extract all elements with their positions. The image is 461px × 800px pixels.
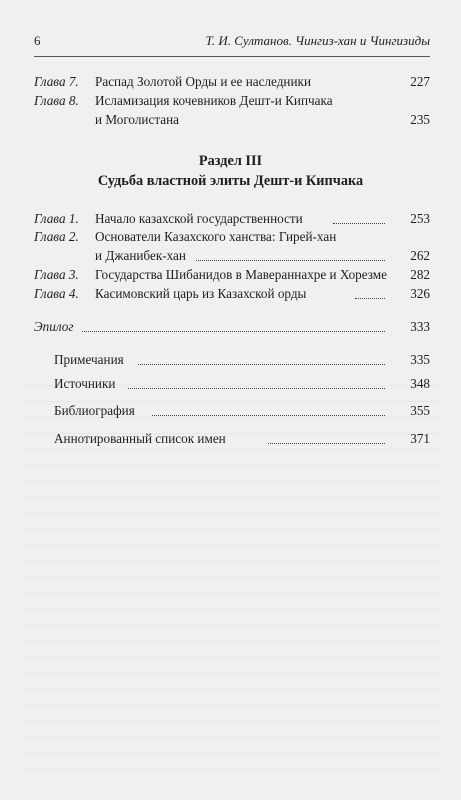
toc-entry-backmatter[interactable] <box>34 402 430 419</box>
page-ref: 348 <box>410 376 430 391</box>
chapter-label: Глава 3. <box>34 267 79 282</box>
running-title: Т. И. Султанов. Чингиз-хан и Чингизиды <box>205 33 430 48</box>
dot-leader <box>196 260 385 261</box>
chapter-label: Глава 2. <box>34 229 79 244</box>
dot-leader <box>333 223 385 224</box>
toc-entry-backmatter[interactable] <box>34 351 430 368</box>
toc-entry[interactable] <box>34 228 430 264</box>
epilogue-title: Эпилог <box>34 319 74 334</box>
page-ref: 335 <box>410 352 430 367</box>
page-ref: 282 <box>410 267 430 282</box>
toc-entry-epilogue[interactable] <box>34 318 430 335</box>
dot-leader <box>268 443 385 444</box>
page-ref: 371 <box>410 431 430 446</box>
backmatter-title: Примечания <box>54 352 124 367</box>
chapter-title: Государства Шибанидов в Мавераннахре и Хорезме <box>95 267 387 282</box>
toc-entry[interactable] <box>34 73 430 90</box>
page-ref: 355 <box>410 403 430 418</box>
section-subheading: Судьба властной элиты Дешт-и Кипчака <box>97 173 364 189</box>
dot-leader <box>138 364 385 365</box>
toc-entry[interactable] <box>34 266 430 283</box>
chapter-label: Глава 1. <box>34 211 79 226</box>
dot-leader <box>355 298 385 299</box>
toc-entry-backmatter[interactable] <box>34 375 430 392</box>
chapter-label: Глава 4. <box>34 286 79 301</box>
section-heading: Раздел III <box>198 153 263 169</box>
chapter-title-line-1: Основатели Казахского ханства: Гирей-хан <box>95 229 337 244</box>
dot-leader <box>82 331 385 332</box>
toc-entry[interactable] <box>34 92 430 128</box>
chapter-title: Распад Золотой Орды и ее наследники <box>95 74 312 89</box>
chapter-title-line-2: и Джанибек-хан <box>95 248 186 263</box>
chapter-title: Начало казахской государственности <box>95 211 303 226</box>
chapter-label: Глава 8. <box>34 93 79 108</box>
header-rule <box>34 56 430 57</box>
chapter-title-line-2: и Моголистана <box>95 112 180 127</box>
page-ref: 326 <box>410 286 430 301</box>
page-ref: 262 <box>410 248 430 263</box>
dot-leader <box>152 415 385 416</box>
page-number: 6 <box>34 33 41 48</box>
toc-entry-backmatter[interactable] <box>34 430 430 447</box>
backmatter-title: Источники <box>54 376 116 391</box>
toc-entry[interactable] <box>34 210 430 227</box>
toc-entry[interactable] <box>34 285 430 302</box>
backmatter-title: Аннотированный список имен <box>54 431 226 446</box>
chapter-title-line-1: Исламизация кочевников Дешт-и Кипчака <box>95 93 333 108</box>
page-ref: 333 <box>410 319 430 334</box>
dot-leader <box>128 388 385 389</box>
page-ref: 235 <box>410 112 430 127</box>
chapter-label: Глава 7. <box>34 74 79 89</box>
chapter-title: Касимовский царь из Казахской орды <box>95 286 307 301</box>
page-ref: 227 <box>410 74 430 89</box>
page-ref: 253 <box>410 211 430 226</box>
backmatter-title: Библиография <box>54 403 135 418</box>
